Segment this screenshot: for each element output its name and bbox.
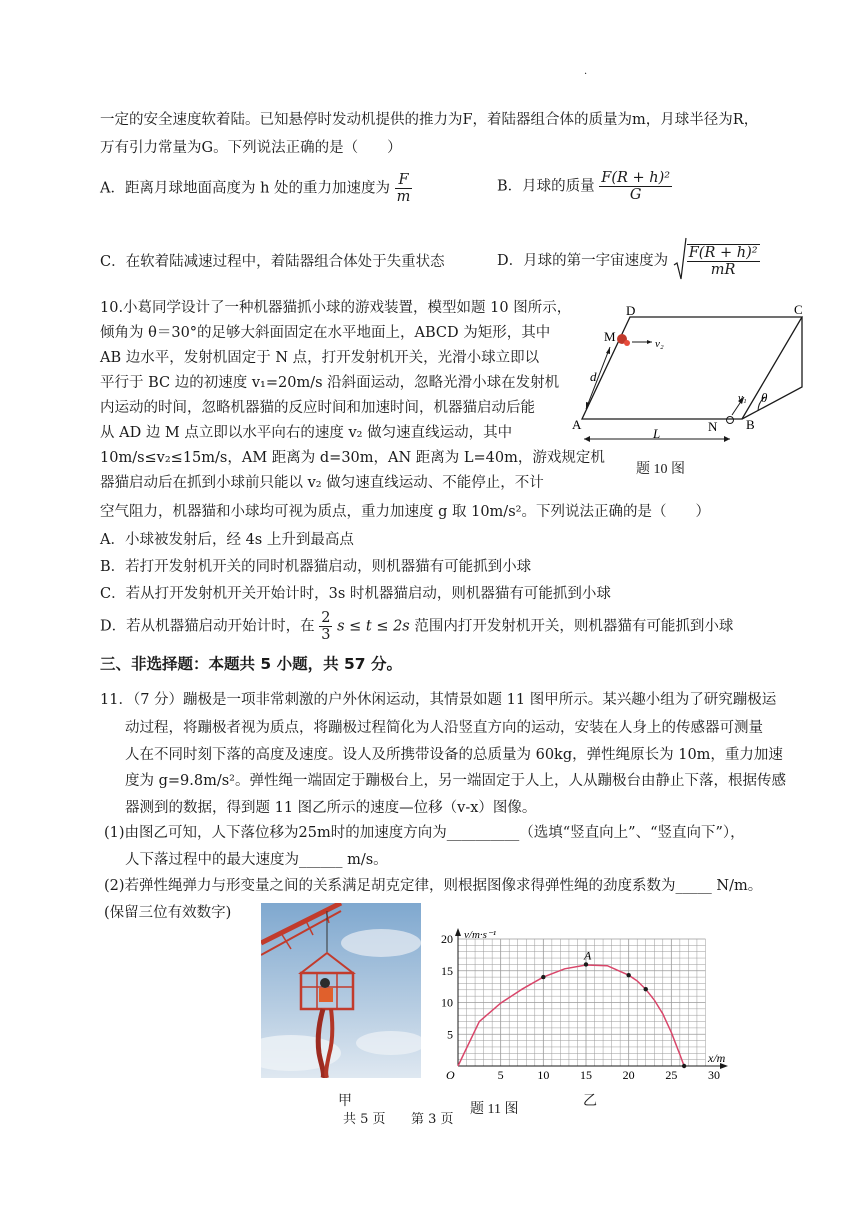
q10-option-d-prefix: D．若从机器猫启动开始计时，在 (100, 618, 315, 635)
q11-line-5: 器测到的数据，得到题 11 图乙所示的速度—位移（v-x）图像。 (125, 800, 537, 816)
q10-line-3: AB 边水平，发射机固定于 N 点，打开发射机开关，光滑小球立即以 (100, 350, 540, 366)
q11-figure-caption: 题 11 图 (470, 1102, 519, 1117)
q9-option-a-text: A．距离月球地面高度为 h 处的重力加速度为 (100, 180, 391, 197)
q11-part-1-line-2: 人下落过程中的最大速度为______ m/s。 (125, 852, 388, 868)
q10-option-d-numerator: 2 (321, 610, 331, 626)
q9-option-c: C．在软着陆减速过程中，着陆器组合体处于失重状态 (100, 254, 445, 270)
velocity-displacement-chart (436, 928, 736, 1083)
data-point (584, 962, 588, 966)
x-tick-label: 20 (622, 1068, 635, 1082)
q10-line-2: 倾角为 θ＝30°的足够大斜面固定在水平地面上，ABCD 为矩形，其中 (100, 325, 551, 341)
q9-option-d-fraction (687, 244, 760, 278)
q10-option-a: A．小球被发射后，经 4s 上升到最高点 (100, 532, 354, 548)
q9-option-d-numerator: F(R + h)² (688, 245, 758, 261)
x-axis-label: x/m (708, 1051, 726, 1065)
x-tick-label: 10 (537, 1068, 550, 1082)
q11-line-2: 动过程，将蹦极者视为质点，将蹦极过程简化为人沿竖直方向的运动，安装在人身上的传感器可测量 (125, 720, 763, 736)
q10-line-9: 空气阻力，机器猫和小球均可视为质点，重力加速度 g 取 10m/s²。下列说法正确的是（ ） (100, 504, 710, 520)
label-v1: v₁ (738, 392, 747, 404)
q9-stem-line-2: 万有引力常量为G。下列说法正确的是（ ） (100, 140, 402, 156)
section-heading: 三、非选择题：本题共 5 小题，共 57 分。 (100, 655, 402, 673)
q10-figure (560, 305, 820, 475)
x-tick-label: 15 (580, 1068, 592, 1082)
vx-chart-svg (436, 928, 736, 1083)
q9-option-d-denominator: mR (710, 262, 736, 278)
robot-cat-body-icon (624, 340, 630, 346)
d-arrowhead-bottom-icon (586, 402, 590, 409)
label-n-point: N (708, 419, 718, 434)
l-arrowhead-right-icon (724, 436, 730, 442)
d-arrowhead-top-icon (606, 347, 610, 354)
q9-option-b-fraction (599, 170, 672, 203)
incline-diagram (560, 305, 820, 475)
q9-stem-line-1: 一定的安全速度软着陆。已知悬停时发动机提供的推力为F，着陆器组合体的质量为m，月球半径为R， (100, 112, 759, 128)
y-tick-label: 10 (441, 995, 453, 1010)
label-theta: θ (761, 390, 768, 405)
q11-line-1: 11．（7 分）蹦极是一项非常刺激的户外休闲运动，其情景如题 11 图甲所示。某兴趣小组为了研究蹦极运 (100, 692, 777, 708)
q10-option-d-denominator: 3 (321, 627, 331, 643)
label-d-distance: d (590, 369, 597, 384)
q10-option-d-fraction (319, 610, 332, 643)
bungee-photo (261, 903, 421, 1078)
data-point (626, 973, 630, 977)
footer-total-pages: 共 5 页 (343, 1112, 386, 1127)
x-tick-label: 30 (708, 1068, 720, 1082)
bungee-photo-illustration (261, 903, 421, 1078)
footer-page-number: 第 3 页 (411, 1112, 454, 1127)
q11-part-1-line-1: (1)由图乙可知，人下落位移为25m时的加速度方向为__________（选填“竖直向上”、“竖直向下”）， (104, 825, 745, 841)
data-point (541, 975, 545, 979)
data-point (644, 987, 648, 991)
label-d-corner: D (626, 305, 636, 318)
q10-option-d-range: s ≤ t ≤ 2s (337, 618, 410, 635)
q9-option-a-denominator: m (396, 189, 411, 205)
x-tick-label: 25 (665, 1068, 678, 1082)
point-a-label: A (584, 948, 592, 963)
q10-option-b: B．若打开发射机开关的同时机器猫启动，则机器猫有可能抓到小球 (100, 559, 532, 575)
data-point (682, 1064, 686, 1068)
label-c-corner: C (794, 305, 803, 317)
q10-option-d-suffix: 范围内打开发射机开关，则机器猫有可能抓到小球 (414, 618, 734, 635)
y-axis-label: v/m·s⁻¹ (464, 929, 497, 941)
q9-option-a-fraction (395, 172, 413, 205)
y-axis-arrow-icon (455, 928, 461, 936)
q9-option-d (497, 237, 760, 285)
q9-option-d-text: D．月球的第一宇宙速度为 (497, 253, 669, 269)
label-a-corner: A (572, 417, 582, 432)
x-tick-label: 5 (497, 1068, 504, 1082)
launcher-icon (727, 417, 734, 424)
q10-line-1: 10.小葛同学设计了一种机器猫抓小球的游戏装置，模型如题 10 图所示， (100, 300, 572, 316)
q11-line-4: 度为 g=9.8m/s²。弹性绳一端固定于蹦极台上，另一端固定于人上，人从蹦极台由静止下落，根据传感 (125, 773, 786, 789)
q9-option-b (497, 170, 672, 203)
label-l-distance: L (653, 426, 661, 441)
q10-line-6: 从 AD 边 M 点立即以水平向右的速度 v₂ 做匀速直线运动，其中 (100, 425, 513, 441)
q11-line-3: 人在不同时刻下落的高度及速度。设人及所携带设备的总质量为 60kg，弹性绳原长为 10m，重力加速 (125, 747, 783, 763)
chart-label: 乙 (583, 1094, 597, 1109)
photo-label: 甲 (338, 1094, 352, 1109)
q10-line-7: 10m/s≤v₂≤15m/s，AM 距离为 d=30m，AN 距离为 L=40m，游戏规定机 (100, 450, 605, 466)
q10-line-8: 器猫启动后在抓到小球前只能以 v₂ 做匀速直线运动、不能停止，不计 (100, 475, 544, 491)
origin-label: O (446, 1068, 455, 1082)
label-v2: v₂ (655, 338, 664, 350)
q10-option-d (100, 610, 733, 643)
v2-arrowhead-icon (647, 340, 652, 344)
q11-part-2-line-1: (2)若弹性绳弹力与形变量之间的关系满足胡克定律，则根据图像求得弹性绳的劲度系数为_____ N/m。 (104, 878, 763, 894)
q10-line-4: 平行于 BC 边的初速度 v₁=20m/s 沿斜面运动，忽略光滑小球在发射机 (100, 375, 560, 391)
y-tick-label: 5 (447, 1027, 453, 1042)
y-tick-label: 20 (441, 932, 453, 946)
q10-line-5: 内运动的时间，忽略机器猫的反应时间和加速时间，机器猫启动后能 (100, 400, 535, 416)
q9-option-a-numerator: F (395, 172, 413, 189)
q9-option-b-text: B．月球的质量 (497, 178, 595, 195)
label-m-point: M (604, 329, 616, 344)
q11-part-2-line-2: (保留三位有效数字) (104, 905, 232, 921)
l-arrowhead-left-icon (584, 436, 590, 442)
q10-option-c: C．若从打开发射机开关开始计时，3s 时机器猫启动，则机器猫有可能抓到小球 (100, 586, 611, 602)
q9-option-b-denominator: G (629, 187, 642, 203)
q9-option-b-numerator: F(R + h)² (601, 170, 671, 186)
q10-figure-caption: 题 10 图 (636, 462, 685, 477)
y-tick-label: 15 (441, 963, 453, 978)
header-dot: . (584, 66, 588, 77)
sqrt-sign-icon (673, 237, 687, 285)
label-b-corner: B (746, 417, 755, 432)
q9-option-a (100, 172, 412, 205)
